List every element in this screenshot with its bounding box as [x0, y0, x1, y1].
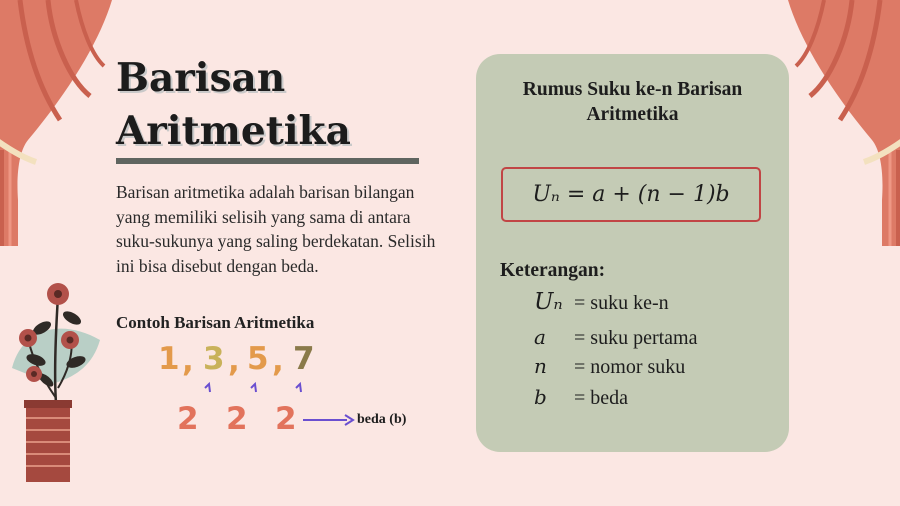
seq-term-3: 5 — [247, 341, 269, 377]
formula-box — [501, 167, 761, 222]
title-line-1: Barisan — [116, 55, 286, 101]
difference-3: 2 — [275, 401, 297, 437]
example-heading: Contoh Barisan Aritmetika — [116, 313, 315, 332]
legend-meaning: = beda — [574, 387, 629, 409]
keterangan-title: Keterangan: — [500, 260, 606, 281]
legend-row-a — [534, 325, 697, 350]
flower-vase-illustration — [12, 278, 104, 484]
difference-1: 2 — [177, 401, 199, 437]
panel-title: Rumus Suku ke-n Barisan Aritmetika — [522, 79, 743, 125]
legend-symbol: n — [534, 354, 547, 378]
legend-row-n — [534, 354, 685, 379]
difference-marks — [200, 380, 310, 396]
beda-label: beda (b) — [357, 412, 407, 427]
formula-text: Uₙ = a + (n − 1)b — [532, 182, 730, 207]
page-title — [116, 52, 351, 158]
legend-symbol: Uₙ — [534, 289, 563, 315]
legend-row-un — [534, 289, 669, 315]
seq-term-4: 7 — [293, 341, 315, 377]
legend-row-b — [534, 385, 628, 410]
seq-comma-2: , — [228, 343, 240, 379]
legend-symbol: a — [534, 325, 546, 349]
arrow-icon — [303, 413, 355, 427]
legend-symbol: b — [534, 385, 547, 409]
legend-meaning: = suku pertama — [574, 327, 698, 349]
title-underline — [116, 158, 419, 164]
seq-term-1: 1 — [158, 341, 180, 377]
difference-2: 2 — [226, 401, 248, 437]
left-curtain-decoration — [0, 0, 115, 250]
seq-comma-3: , — [272, 343, 284, 379]
description-text: Barisan aritmetika adalah barisan bilangan yang memiliki selisih yang sama di antara suku-sukunya yang saling berdekatan. Selisih ini bisa disebut dengan beda. — [116, 182, 436, 276]
legend-meaning: = suku ke-n — [574, 292, 669, 314]
right-curtain-decoration — [785, 0, 900, 250]
title-line-2: Aritmetika — [116, 108, 351, 154]
seq-comma-1: , — [182, 343, 194, 379]
legend-meaning: = nomor suku — [574, 356, 686, 378]
seq-term-2: 3 — [203, 341, 225, 377]
